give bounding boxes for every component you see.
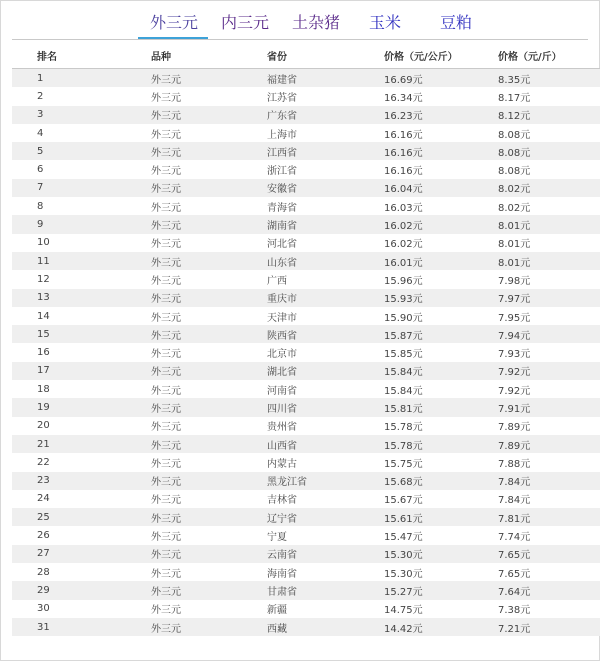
price-jin-cell: 8.08元	[498, 124, 600, 142]
rank-cell: 18	[12, 380, 151, 398]
price-kg-cell: 16.34元	[384, 87, 498, 105]
province-cell: 山东省	[267, 252, 384, 270]
price-jin-cell: 7.93元	[498, 343, 600, 361]
table-row	[12, 307, 600, 325]
table-row	[12, 581, 600, 599]
table-row	[12, 508, 600, 526]
header-variety[interactable]: 品种	[151, 42, 267, 69]
price-jin-cell: 7.38元	[498, 600, 600, 618]
variety-cell: 外三元	[151, 380, 267, 398]
table-row	[12, 106, 600, 124]
price-jin-cell: 7.91元	[498, 398, 600, 416]
tab-yu-mi[interactable]: 玉米	[369, 13, 402, 32]
table-row	[12, 234, 600, 252]
price-kg-cell: 16.01元	[384, 252, 498, 270]
price-kg-cell: 16.03元	[384, 197, 498, 215]
price-kg-cell: 16.16元	[384, 124, 498, 142]
price-jin-cell: 8.01元	[498, 234, 600, 252]
price-kg-cell: 15.84元	[384, 362, 498, 380]
price-jin-cell: 8.35元	[498, 69, 600, 88]
variety-cell: 外三元	[151, 453, 267, 471]
variety-cell: 外三元	[151, 490, 267, 508]
price-jin-cell: 8.17元	[498, 87, 600, 105]
rank-cell: 27	[12, 545, 151, 563]
rank-cell: 31	[12, 618, 151, 636]
table-row	[12, 435, 600, 453]
price-kg-cell: 15.90元	[384, 307, 498, 325]
table-row	[12, 69, 600, 88]
variety-cell: 外三元	[151, 87, 267, 105]
table-row	[12, 526, 600, 544]
rank-cell: 19	[12, 398, 151, 416]
price-kg-cell: 15.85元	[384, 343, 498, 361]
price-jin-cell: 8.01元	[498, 252, 600, 270]
table-row	[12, 252, 600, 270]
province-cell: 浙江省	[267, 160, 384, 178]
table-row	[12, 490, 600, 508]
rank-cell: 11	[12, 252, 151, 270]
price-kg-cell: 15.67元	[384, 490, 498, 508]
rank-cell: 6	[12, 160, 151, 178]
price-jin-cell: 7.95元	[498, 307, 600, 325]
rank-cell: 29	[12, 581, 151, 599]
price-kg-cell: 14.42元	[384, 618, 498, 636]
price-jin-cell: 7.81元	[498, 508, 600, 526]
table-row	[12, 563, 600, 581]
variety-cell: 外三元	[151, 435, 267, 453]
price-kg-cell: 16.04元	[384, 179, 498, 197]
price-kg-cell: 15.75元	[384, 453, 498, 471]
province-cell: 重庆市	[267, 289, 384, 307]
rank-cell: 3	[12, 106, 151, 124]
variety-cell: 外三元	[151, 600, 267, 618]
price-jin-cell: 7.74元	[498, 526, 600, 544]
price-jin-cell: 7.89元	[498, 435, 600, 453]
rank-cell: 23	[12, 472, 151, 490]
table-row	[12, 398, 600, 416]
variety-cell: 外三元	[151, 307, 267, 325]
province-cell: 黑龙江省	[267, 472, 384, 490]
price-kg-cell: 15.93元	[384, 289, 498, 307]
price-kg-cell: 16.02元	[384, 234, 498, 252]
rank-cell: 26	[12, 526, 151, 544]
rank-cell: 5	[12, 142, 151, 160]
price-jin-cell: 8.08元	[498, 142, 600, 160]
table-row	[12, 270, 600, 288]
variety-cell: 外三元	[151, 417, 267, 435]
price-kg-cell: 15.30元	[384, 545, 498, 563]
price-kg-cell: 15.61元	[384, 508, 498, 526]
variety-cell: 外三元	[151, 270, 267, 288]
tab-wai-san-yuan[interactable]: 外三元	[150, 13, 199, 32]
price-jin-cell: 7.94元	[498, 325, 600, 343]
table-row	[12, 545, 600, 563]
variety-cell: 外三元	[151, 69, 267, 88]
variety-cell: 外三元	[151, 234, 267, 252]
rank-cell: 10	[12, 234, 151, 252]
price-kg-cell: 15.68元	[384, 472, 498, 490]
province-cell: 北京市	[267, 343, 384, 361]
price-kg-cell: 15.87元	[384, 325, 498, 343]
province-cell: 广西	[267, 270, 384, 288]
price-kg-cell: 16.16元	[384, 142, 498, 160]
table-row	[12, 124, 600, 142]
price-kg-cell: 15.27元	[384, 581, 498, 599]
price-kg-cell: 15.30元	[384, 563, 498, 581]
variety-cell: 外三元	[151, 179, 267, 197]
price-jin-cell: 8.12元	[498, 106, 600, 124]
rank-cell: 13	[12, 289, 151, 307]
province-cell: 天津市	[267, 307, 384, 325]
rank-cell: 25	[12, 508, 151, 526]
rank-cell: 9	[12, 215, 151, 233]
price-jin-cell: 7.92元	[498, 362, 600, 380]
price-jin-cell: 7.64元	[498, 581, 600, 599]
province-cell: 江苏省	[267, 87, 384, 105]
rank-cell: 4	[12, 124, 151, 142]
province-cell: 上海市	[267, 124, 384, 142]
tab-nei-san-yuan[interactable]: 内三元	[221, 13, 270, 32]
header-rank[interactable]: 排名	[12, 42, 151, 69]
rank-cell: 28	[12, 563, 151, 581]
rank-cell: 24	[12, 490, 151, 508]
table-row	[12, 600, 600, 618]
province-cell: 贵州省	[267, 417, 384, 435]
table-row	[12, 87, 600, 105]
price-kg-cell: 16.69元	[384, 69, 498, 88]
province-cell: 山西省	[267, 435, 384, 453]
province-cell: 西藏	[267, 618, 384, 636]
header-province[interactable]: 省份	[267, 42, 384, 69]
rank-cell: 21	[12, 435, 151, 453]
rank-cell: 17	[12, 362, 151, 380]
rank-cell: 14	[12, 307, 151, 325]
rank-cell: 2	[12, 87, 151, 105]
province-cell: 辽宁省	[267, 508, 384, 526]
table-header-row	[12, 42, 600, 69]
table-row	[12, 325, 600, 343]
variety-cell: 外三元	[151, 362, 267, 380]
price-jin-cell: 7.84元	[498, 472, 600, 490]
variety-cell: 外三元	[151, 563, 267, 581]
variety-cell: 外三元	[151, 160, 267, 178]
variety-cell: 外三元	[151, 252, 267, 270]
variety-cell: 外三元	[151, 106, 267, 124]
variety-cell: 外三元	[151, 215, 267, 233]
table-row	[12, 417, 600, 435]
price-kg-cell: 16.23元	[384, 106, 498, 124]
province-cell: 湖南省	[267, 215, 384, 233]
price-kg-cell: 16.16元	[384, 160, 498, 178]
province-cell: 新疆	[267, 600, 384, 618]
price-kg-cell: 16.02元	[384, 215, 498, 233]
province-cell: 湖北省	[267, 362, 384, 380]
price-jin-cell: 7.97元	[498, 289, 600, 307]
price-jin-cell: 7.89元	[498, 417, 600, 435]
price-table	[12, 42, 600, 636]
rank-cell: 12	[12, 270, 151, 288]
price-jin-cell: 7.98元	[498, 270, 600, 288]
price-jin-cell: 7.65元	[498, 563, 600, 581]
rank-cell: 8	[12, 197, 151, 215]
variety-cell: 外三元	[151, 197, 267, 215]
table-row	[12, 142, 600, 160]
table-row	[12, 215, 600, 233]
table-row	[12, 343, 600, 361]
rank-cell: 1	[12, 69, 151, 88]
price-jin-cell: 8.02元	[498, 197, 600, 215]
tab-bar	[0, 0, 600, 38]
rank-cell: 30	[12, 600, 151, 618]
table-row	[12, 160, 600, 178]
province-cell: 内蒙古	[267, 453, 384, 471]
table-row	[12, 289, 600, 307]
table-row	[12, 618, 600, 636]
variety-cell: 外三元	[151, 618, 267, 636]
price-jin-cell: 7.88元	[498, 453, 600, 471]
price-jin-cell: 8.01元	[498, 215, 600, 233]
variety-cell: 外三元	[151, 581, 267, 599]
price-kg-cell: 15.47元	[384, 526, 498, 544]
rank-cell: 7	[12, 179, 151, 197]
rank-cell: 15	[12, 325, 151, 343]
rank-cell: 16	[12, 343, 151, 361]
variety-cell: 外三元	[151, 124, 267, 142]
rank-cell: 20	[12, 417, 151, 435]
table-row	[12, 362, 600, 380]
price-jin-cell: 8.02元	[498, 179, 600, 197]
province-cell: 福建省	[267, 69, 384, 88]
variety-cell: 外三元	[151, 398, 267, 416]
rank-cell: 22	[12, 453, 151, 471]
header-price-jin[interactable]: 价格（元/斤）	[498, 42, 600, 69]
province-cell: 安徽省	[267, 179, 384, 197]
variety-cell: 外三元	[151, 545, 267, 563]
table-body	[12, 69, 600, 637]
price-jin-cell: 7.84元	[498, 490, 600, 508]
province-cell: 云南省	[267, 545, 384, 563]
variety-cell: 外三元	[151, 526, 267, 544]
price-kg-cell: 15.78元	[384, 435, 498, 453]
province-cell: 吉林省	[267, 490, 384, 508]
variety-cell: 外三元	[151, 343, 267, 361]
tab-dou-po[interactable]: 豆粕	[440, 13, 473, 32]
header-price-kg[interactable]: 价格（元/公斤）	[384, 42, 498, 69]
price-kg-cell: 15.96元	[384, 270, 498, 288]
variety-cell: 外三元	[151, 508, 267, 526]
variety-cell: 外三元	[151, 472, 267, 490]
price-kg-cell: 15.84元	[384, 380, 498, 398]
variety-cell: 外三元	[151, 325, 267, 343]
province-cell: 陕西省	[267, 325, 384, 343]
province-cell: 青海省	[267, 197, 384, 215]
province-cell: 河南省	[267, 380, 384, 398]
province-cell: 宁夏	[267, 526, 384, 544]
province-cell: 广东省	[267, 106, 384, 124]
province-cell: 海南省	[267, 563, 384, 581]
price-jin-cell: 7.92元	[498, 380, 600, 398]
price-kg-cell: 14.75元	[384, 600, 498, 618]
province-cell: 江西省	[267, 142, 384, 160]
province-cell: 甘肃省	[267, 581, 384, 599]
price-jin-cell: 7.21元	[498, 618, 600, 636]
variety-cell: 外三元	[151, 289, 267, 307]
province-cell: 河北省	[267, 234, 384, 252]
variety-cell: 外三元	[151, 142, 267, 160]
table-row	[12, 380, 600, 398]
price-kg-cell: 15.81元	[384, 398, 498, 416]
tab-tu-za-zhu[interactable]: 土杂猪	[292, 13, 341, 32]
price-jin-cell: 7.65元	[498, 545, 600, 563]
price-kg-cell: 15.78元	[384, 417, 498, 435]
table-row	[12, 472, 600, 490]
province-cell: 四川省	[267, 398, 384, 416]
price-jin-cell: 8.08元	[498, 160, 600, 178]
table-row	[12, 179, 600, 197]
table-row	[12, 197, 600, 215]
tab-divider	[12, 39, 588, 40]
table-row	[12, 453, 600, 471]
